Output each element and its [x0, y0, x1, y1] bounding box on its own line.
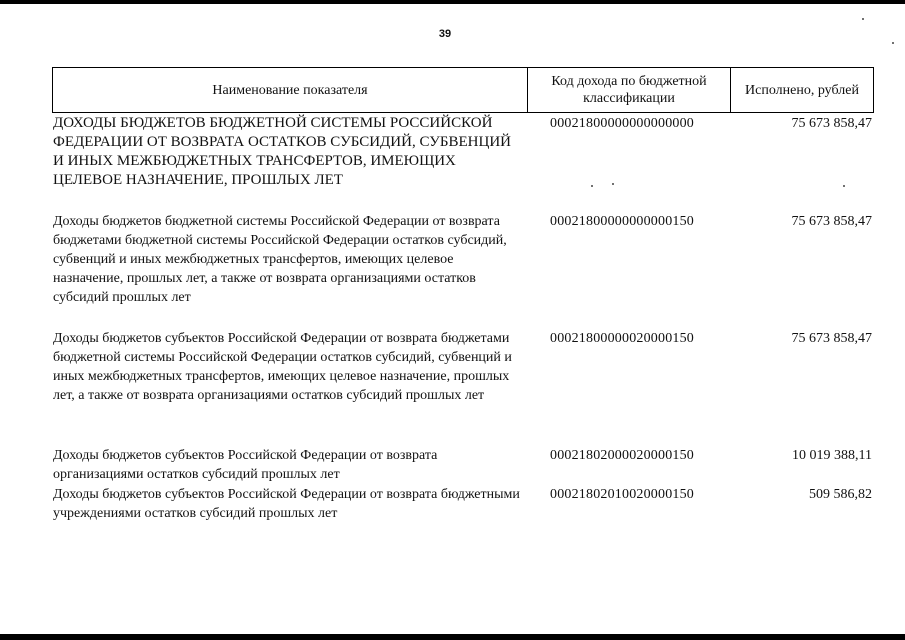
- scan-speck: [612, 183, 614, 185]
- row-code: 00021800000000000000: [550, 116, 694, 131]
- row-code: 00021802000020000150: [550, 448, 694, 463]
- row-code: 00021800000000000150: [550, 214, 694, 229]
- scan-speck: [892, 42, 894, 44]
- row-name: Доходы бюджетов субъектов Российской Федерации от возврата организациями остатков субсидий прошлых лет: [53, 448, 438, 482]
- row-code: 00021802010020000150: [550, 487, 694, 502]
- row-amount: 75 673 858,47: [791, 116, 872, 131]
- row-name: Доходы бюджетов субъектов Российской Федерации от возврата бюджетными учреждениями остатков субсидий прошлых лет: [53, 487, 520, 521]
- table-header: [52, 67, 874, 113]
- row-name: Доходы бюджетов субъектов Российской Федерации от возврата бюджетами бюджетной системы Российской Федерации остатков субсидий, субвенций и иных межбюджетных трансфертов, имеющих целевое назначение, прошлых лет, а также от возврата организациями остатков субсидий прошлых лет: [53, 331, 512, 403]
- page-number: 39: [438, 28, 452, 40]
- top-border: [0, 0, 905, 4]
- row-name: ДОХОДЫ БЮДЖЕТОВ БЮДЖЕТНОЙ СИСТЕМЫ РОССИЙСКОЙ ФЕДЕРАЦИИ ОТ ВОЗВРАТА ОСТАТКОВ СУБСИДИЙ, СУБВЕНЦИЙ И ИНЫХ МЕЖБЮДЖЕТНЫХ ТРАНСФЕРТОВ, ИМЕЮЩИХ ЦЕЛЕВОЕ НАЗНАЧЕНИЕ, ПРОШЛЫХ ЛЕТ: [53, 115, 511, 188]
- bottom-border: [0, 634, 905, 640]
- row-name: Доходы бюджетов бюджетной системы Российской Федерации от возврата бюджетами бюджетной системы Российской Федерации остатков субсидий, субвенций и иных межбюджетных трансфертов, имеющих целевое назначение, прошлых лет, а также от возврата организациями остатков субсидий прошлых лет: [53, 214, 507, 305]
- header-amount: Исполнено, рублей: [745, 82, 859, 98]
- row-amount: 75 673 858,47: [791, 331, 872, 346]
- row-amount: 10 019 388,11: [792, 448, 872, 463]
- row-amount: 509 586,82: [809, 487, 872, 502]
- row-amount: 75 673 858,47: [791, 214, 872, 229]
- header-code: Код дохода по бюджетной классификации: [528, 68, 731, 112]
- scan-speck: [862, 18, 864, 20]
- scan-speck: [843, 185, 845, 187]
- scan-speck: [591, 185, 593, 187]
- row-code: 00021800000020000150: [550, 331, 694, 346]
- header-name: Наименование показателя: [53, 68, 528, 112]
